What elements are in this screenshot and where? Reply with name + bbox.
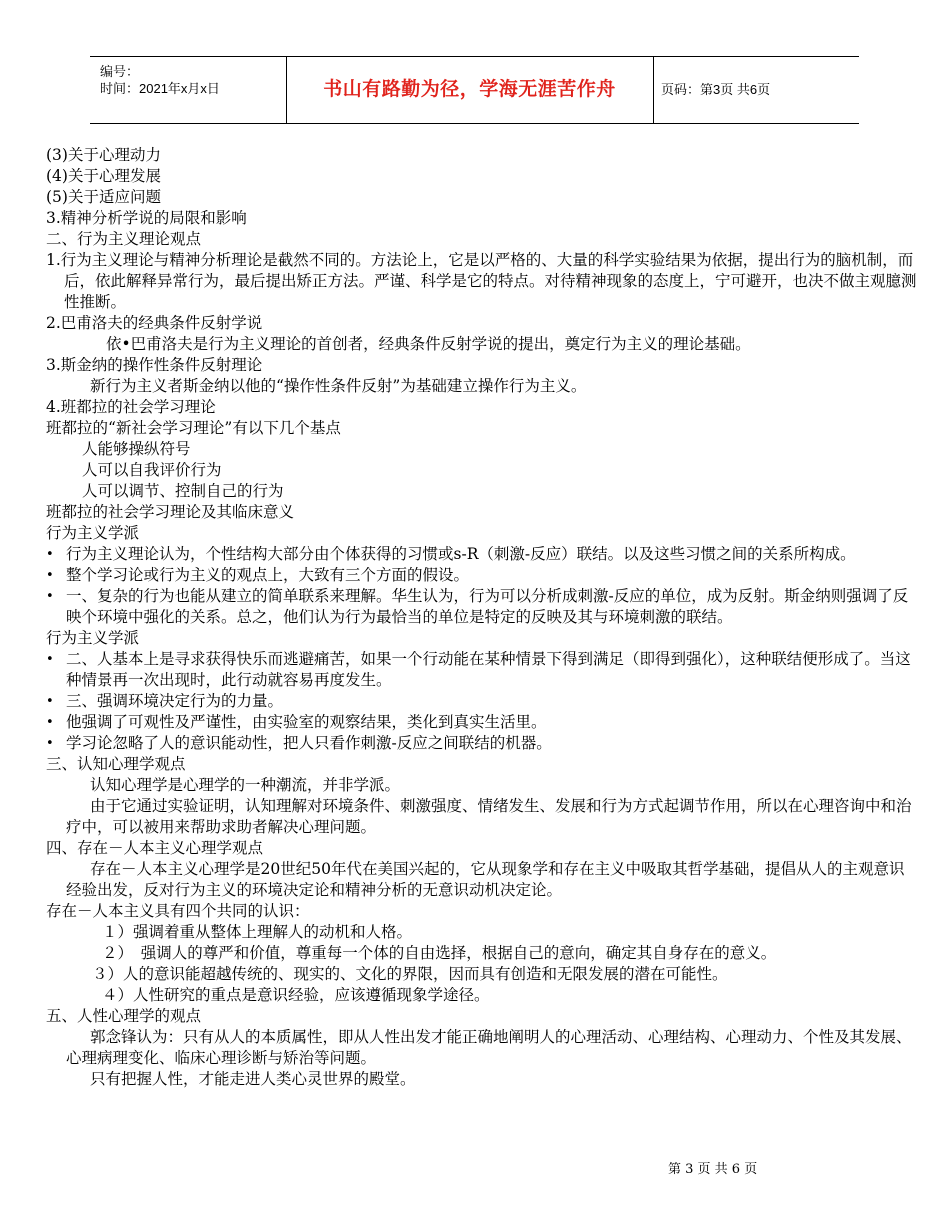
section-heading: 二、行为主义理论观点	[46, 230, 202, 248]
bullet-icon: •	[46, 694, 54, 709]
section-heading: 三、认知心理学观点	[46, 755, 186, 773]
section-subheading: 4.班都拉的社会学习理论	[46, 398, 216, 416]
section-heading: 四、存在－人本主义心理学观点	[46, 839, 264, 857]
paragraph: 认知心理学是心理学的一种潮流，并非学派。	[90, 776, 401, 794]
bullet-text: 三、强调环境决定行为的力量。	[66, 692, 284, 710]
bullet-item	[46, 691, 918, 712]
bullet-icon: •	[46, 568, 54, 583]
paragraph: 郭念锋认为：只有从人的本质属性，即从人性出发才能正确地阐明人的心理活动、心理结构、心理动力、个性及其发展、心理病理变化、临床心理诊断与矫治等问题。	[66, 1028, 912, 1067]
list-item: (5)关于适应问题	[46, 188, 161, 206]
header-left-cell	[90, 57, 287, 123]
list-item: (3)关于心理动力	[46, 146, 161, 164]
paragraph: 存在－人本主义心理学是20世纪50年代在美国兴起的，它从现象学和存在主义中吸取其哲学基础，提倡从人的主观意识经验出发，反对行为主义的环境决定论和精神分析的无意识动机决定论。	[66, 860, 905, 899]
paragraph: 只有把握人性，才能走进人类心灵世界的殿堂。	[90, 1070, 416, 1088]
page-info: 页码：第3页 共6页	[661, 82, 771, 97]
document-body	[46, 145, 918, 1090]
bullet-icon: •	[46, 652, 54, 667]
bullet-icon: •	[46, 547, 54, 562]
bullet-text: 学习论忽略了人的意识能动性，把人只看作刺激-反应之间联结的机器。	[66, 734, 552, 752]
paragraph: 存在－人本主义具有四个共同的认识：	[46, 902, 310, 920]
list-item: (4)关于心理发展	[46, 167, 161, 185]
section-subheading: 行为主义学派	[46, 524, 140, 542]
bullet-item	[46, 586, 918, 628]
header-right-cell	[653, 57, 859, 123]
paragraph: 1.行为主义理论与精神分析理论是截然不同的。方法论上，它是以严格的、大量的科学实验结果为依据，提出行为的脑机制，而后，依此解释异常行为，最后提出矫正方法。严谨、科学是它的特点。对待精神现象的态度上，宁可避开，也决不做主观臆测性推断。	[46, 251, 917, 311]
section-subheading: 3.精神分析学说的局限和影响	[46, 209, 247, 227]
page-header	[90, 56, 859, 124]
bullet-item	[46, 733, 918, 754]
bullet-text: 二、人基本上是寻求获得快乐而逃避痛苦，如果一个行动能在某种情景下得到满足（即得到强化），这种联结便形成了。当这种情景再一次出现时，此行动就容易再度发生。	[66, 650, 911, 689]
list-item: 人能够操纵符号	[82, 440, 191, 458]
list-item: ４）人性研究的重点是意识经验，应该遵循现象学途径。	[102, 986, 490, 1004]
code-label: 编号：	[100, 64, 140, 79]
header-motto-cell	[286, 57, 654, 123]
bullet-item	[46, 544, 918, 565]
bullet-text: 一、复杂的行为也能从建立的简单联系来理解。华生认为，行为可以分析成刺激-反应的单位，成为反射。斯金纳则强调了反映个环境中强化的关系。总之，他们认为行为最恰当的单位是特定的反映及其与环境刺激的联结。	[66, 587, 909, 626]
paragraph: 新行为主义者斯金纳以他的“操作性条件反射”为基础建立操作行为主义。	[90, 377, 587, 395]
list-item: ３）人的意识能超越传统的、现实的、文化的界限，因而具有创造和无限发展的潜在可能性。	[92, 965, 728, 983]
bullet-text: 他强调了可观性及严谨性，由实验室的观察结果，类化到真实生活里。	[66, 713, 547, 731]
bullet-item	[46, 712, 918, 733]
list-item: 人可以自我评价行为	[82, 461, 222, 479]
bullet-icon: •	[46, 715, 54, 730]
paragraph: 班都拉的“新社会学习理论”有以下几个基点	[46, 419, 341, 437]
list-item: 人可以调节、控制自己的行为	[82, 482, 284, 500]
motto: 书山有路勤为径，学海无涯苦作舟	[323, 79, 616, 100]
page-footer: 第 3 页 共 6 页	[668, 1162, 758, 1177]
paragraph: 依•巴甫洛夫是行为主义理论的首创者，经典条件反射学说的提出，奠定行为主义的理论基础。	[106, 335, 751, 353]
paragraph: 由于它通过实验证明，认知理解对环境条件、刺激强度、情绪发生、发展和行为方式起调节作用，所以在心理咨询中和治疗中，可以被用来帮助求助者解决心理问题。	[66, 797, 912, 836]
bullet-item	[46, 649, 918, 691]
section-subheading: 2.巴甫洛夫的经典条件反射学说	[46, 314, 263, 332]
paragraph: 班都拉的社会学习理论及其临床意义	[46, 503, 295, 521]
bullet-icon: •	[46, 589, 54, 604]
bullet-item	[46, 565, 918, 586]
bullet-text: 行为主义理论认为，个性结构大部分由个体获得的习惯或s-R（刺激-反应）联结。以及这些习惯之间的关系所构成。	[66, 545, 856, 563]
time-label: 时间：2021年x月x日	[100, 81, 220, 96]
bullet-text: 整个学习论或行为主义的观点上，大致有三个方面的假设。	[66, 566, 470, 584]
section-subheading: 3.斯金纳的操作性条件反射理论	[46, 356, 263, 374]
bullet-icon: •	[46, 736, 54, 751]
section-heading: 五、人性心理学的观点	[46, 1007, 202, 1025]
list-item: １）强调着重从整体上理解人的动机和人格。	[102, 923, 413, 941]
section-subheading: 行为主义学派	[46, 629, 140, 647]
list-item: ２） 强调人的尊严和价值，尊重每一个体的自由选择，根据自己的意向，确定其自身存在的意义。	[102, 944, 777, 962]
